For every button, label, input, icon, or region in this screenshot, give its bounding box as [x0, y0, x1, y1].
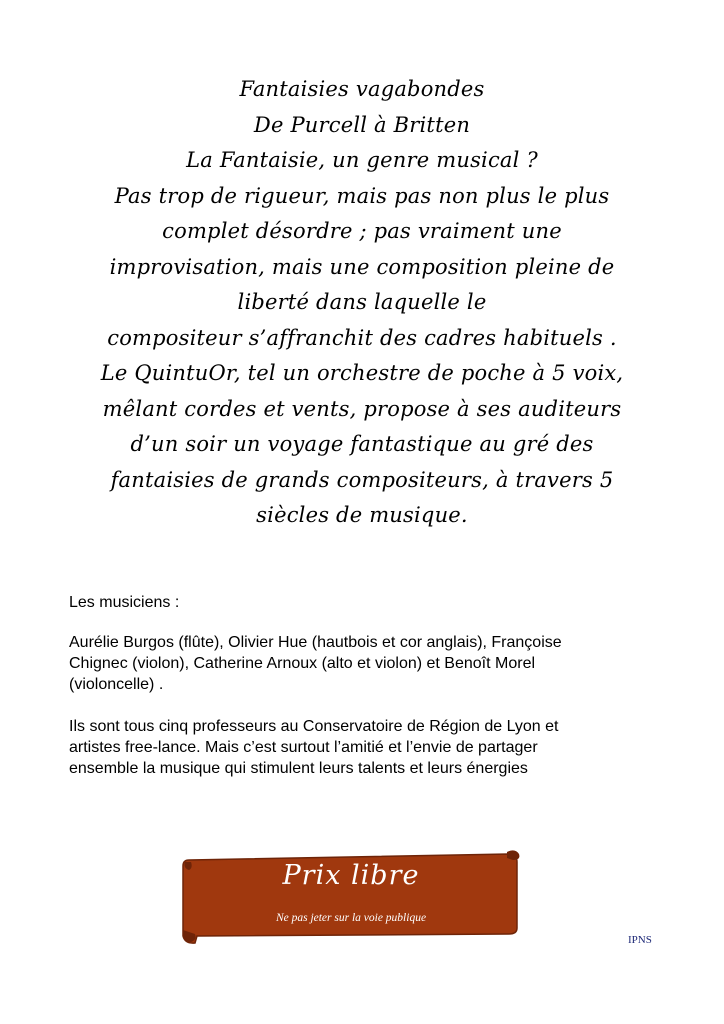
musicians-heading	[69, 592, 669, 613]
intro-line: Pas trop de rigueur, mais pas non plus le plus	[114, 183, 610, 208]
intro-text-block	[40, 72, 684, 534]
intro-line: d’un soir un voyage fantastique au gré des	[130, 432, 594, 456]
ipns-mark: IPNS	[628, 934, 652, 946]
intro-line: fantaisies de grands compositeurs, à travers 5	[110, 467, 614, 492]
prix-libre-title: Prix libre	[282, 860, 420, 891]
intro-line: complet désordre ; pas vraiment une	[162, 219, 562, 243]
intro-question: La Fantaisie, un genre musical ?	[186, 148, 538, 172]
intro-title: Fantaisies vagabondes	[239, 77, 485, 101]
banner-disclaimer: Ne pas jeter sur la voie publique	[275, 912, 427, 924]
musicians-bio-paragraph	[69, 716, 669, 779]
musicians-list-paragraph	[69, 632, 669, 695]
intro-line: siècles de musique.	[256, 503, 468, 527]
intro-line: improvisation, mais une composition pleine de	[109, 254, 615, 279]
musicians-bio-line: Ils sont tous cinq professeurs au Conservatoire de Région de Lyon et	[69, 718, 559, 735]
musicians-heading-text: Les musiciens :	[69, 594, 180, 611]
prix-libre-banner	[181, 846, 521, 946]
musicians-list-line: Chignec (violon), Catherine Arnoux (alto et violon) et Benoît Morel	[69, 655, 536, 672]
musicians-bio-line: ensemble la musique qui stimulent leurs talents et leurs énergies	[69, 760, 528, 777]
intro-subtitle: De Purcell à Britten	[253, 112, 471, 137]
intro-line: compositeur s’affranchit des cadres habituels .	[107, 325, 617, 350]
intro-line: Le QuintuOr, tel un orchestre de poche à 5 voix,	[100, 361, 624, 385]
musicians-list-line: Aurélie Burgos (flûte), Olivier Hue (hautbois et cor anglais), Françoise	[69, 634, 562, 651]
intro-line: liberté dans laquelle le	[237, 290, 487, 314]
musicians-list-line: (violoncelle) .	[69, 676, 164, 693]
musicians-bio-line: artistes free-lance. Mais c’est surtout l’amitié et l’envie de partager	[69, 739, 538, 756]
intro-line: mêlant cordes et vents, propose à ses auditeurs	[102, 396, 622, 421]
